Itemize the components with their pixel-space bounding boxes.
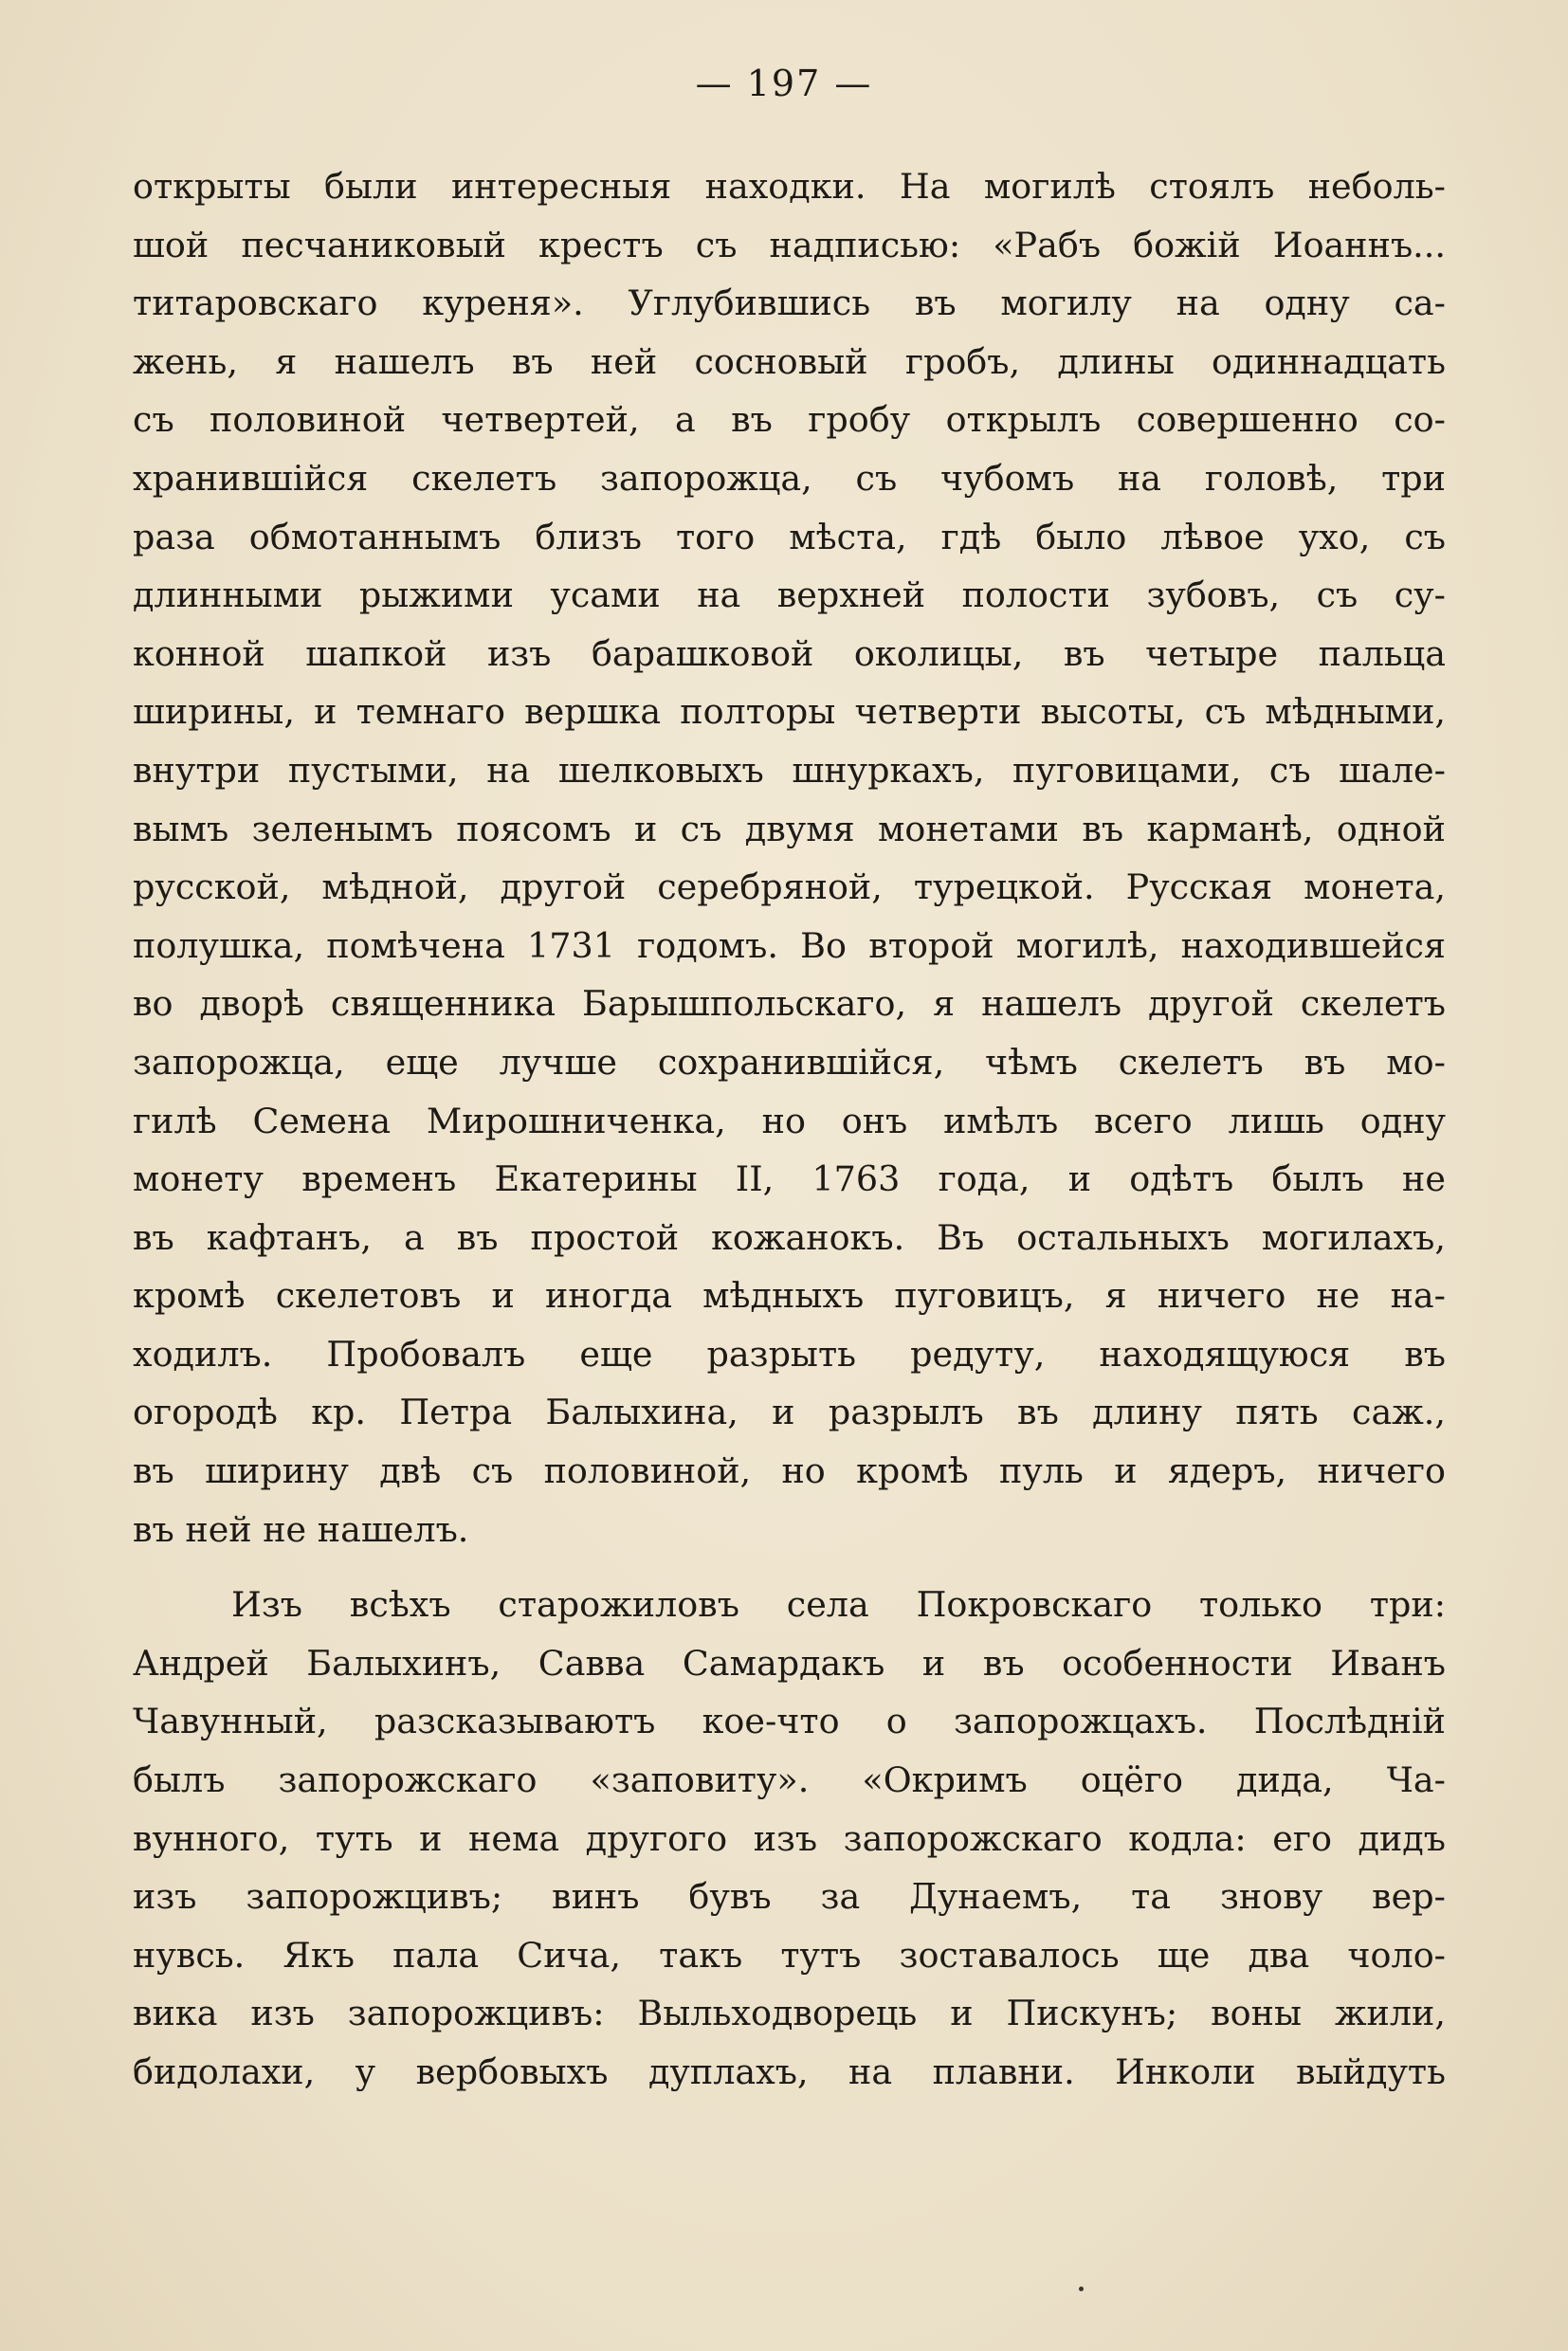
text-line: вунного, туть и нема другого изъ запорожскаго кодла: его дидъ [133, 1817, 1446, 1859]
paragraph-gap [133, 1558, 1446, 1576]
text-line: Чавунный, разсказываютъ кое-что о запорожцахъ. Послѣдній [133, 1701, 1446, 1742]
text-line: полушка, помѣчена 1731 годомъ. Во второй могилѣ, находившейся [133, 924, 1446, 966]
page-number: — 197 — [695, 63, 873, 104]
paragraph [133, 157, 1446, 1558]
text-line: съ половиной четвертей, а въ гробу открылъ совершенно со- [133, 399, 1446, 441]
text-line: титаровскаго куреня». Углубившись въ могилу на одну са- [133, 282, 1446, 324]
text-line: въ ней не нашелъ. [133, 1508, 469, 1550]
ink-speck [1079, 2287, 1084, 2291]
text-line: былъ запорожскаго «заповиту». «Окримъ оцёго дида, Ча- [133, 1759, 1446, 1801]
body-text [133, 157, 1446, 2102]
text-line: конной шапкой изъ барашковой околицы, въ четыре пальца [133, 632, 1446, 674]
text-line: ширины, и темнаго вершка полторы четверти высоты, съ мѣдными, [133, 691, 1446, 733]
text-line: огородѣ кр. Петра Балыхина, и разрылъ въ длину пять саж., [133, 1392, 1446, 1433]
text-line: изъ запорожцивъ; винъ бувъ за Дунаемъ, та знову вер- [133, 1876, 1446, 1918]
text-line: въ ширину двѣ съ половиной, но кромѣ пуль и ядеръ, ничего [133, 1450, 1446, 1492]
text-line: запорожца, еще лучше сохранившійся, чѣмъ скелетъ въ мо- [133, 1041, 1446, 1083]
text-line: жень, я нашелъ въ ней сосновый гробъ, длины одиннадцать [133, 340, 1446, 382]
text-line: раза обмотаннымъ близъ того мѣста, гдѣ было лѣвое ухо, съ [133, 516, 1446, 557]
text-line: вика изъ запорожцивъ: Выльходворець и Пискунъ; воны жили, [133, 1993, 1446, 2034]
text-line: монету временъ Екатерины II, 1763 года, и одѣтъ былъ не [133, 1158, 1446, 1200]
text-line: во дворѣ священника Барышпольскаго, я нашелъ другой скелетъ [133, 983, 1446, 1025]
text-line: русской, мѣдной, другой серебряной, турецкой. Русская монета, [133, 866, 1446, 908]
text-line: нувсь. Якъ пала Сича, такъ тутъ зоставалось ще два чоло- [133, 1934, 1446, 1976]
text-line: бидолахи, у вербовыхъ дуплахъ, на плавни. Инколи выйдуть [133, 2051, 1446, 2092]
text-line: гилѣ Семена Мирошниченка, но онъ имѣлъ всего лишь одну [133, 1100, 1446, 1141]
text-line: внутри пустыми, на шелковыхъ шнуркахъ, пуговицами, съ шале- [133, 749, 1446, 791]
text-line: шой песчаниковый крестъ съ надписью: «Рабъ божій Иоаннъ... [133, 224, 1446, 265]
text-line: ходилъ. Пробовалъ еще разрыть редуту, находящуюся въ [133, 1333, 1446, 1375]
text-line: въ кафтанъ, а въ простой кожанокъ. Въ остальныхъ могилахъ, [133, 1216, 1446, 1258]
text-line: кромѣ скелетовъ и иногда мѣдныхъ пуговицъ, я ничего не на- [133, 1275, 1446, 1317]
text-line: вымъ зеленымъ поясомъ и съ двумя монетами въ карманѣ, одной [133, 808, 1446, 849]
paragraph [133, 1576, 1446, 2101]
text-line: хранившійся скелетъ запорожца, съ чубомъ на головѣ, три [133, 457, 1446, 499]
text-line: Андрей Балыхинъ, Савва Самардакъ и въ особенности Иванъ [133, 1642, 1446, 1684]
text-line: открыты были интересныя находки. На могилѣ стоялъ неболь- [133, 166, 1446, 207]
text-line: Изъ всѣхъ старожиловъ села Покровскаго только три: [231, 1584, 1446, 1626]
text-line: длинными рыжими усами на верхней полости зубовъ, съ су- [133, 574, 1446, 616]
